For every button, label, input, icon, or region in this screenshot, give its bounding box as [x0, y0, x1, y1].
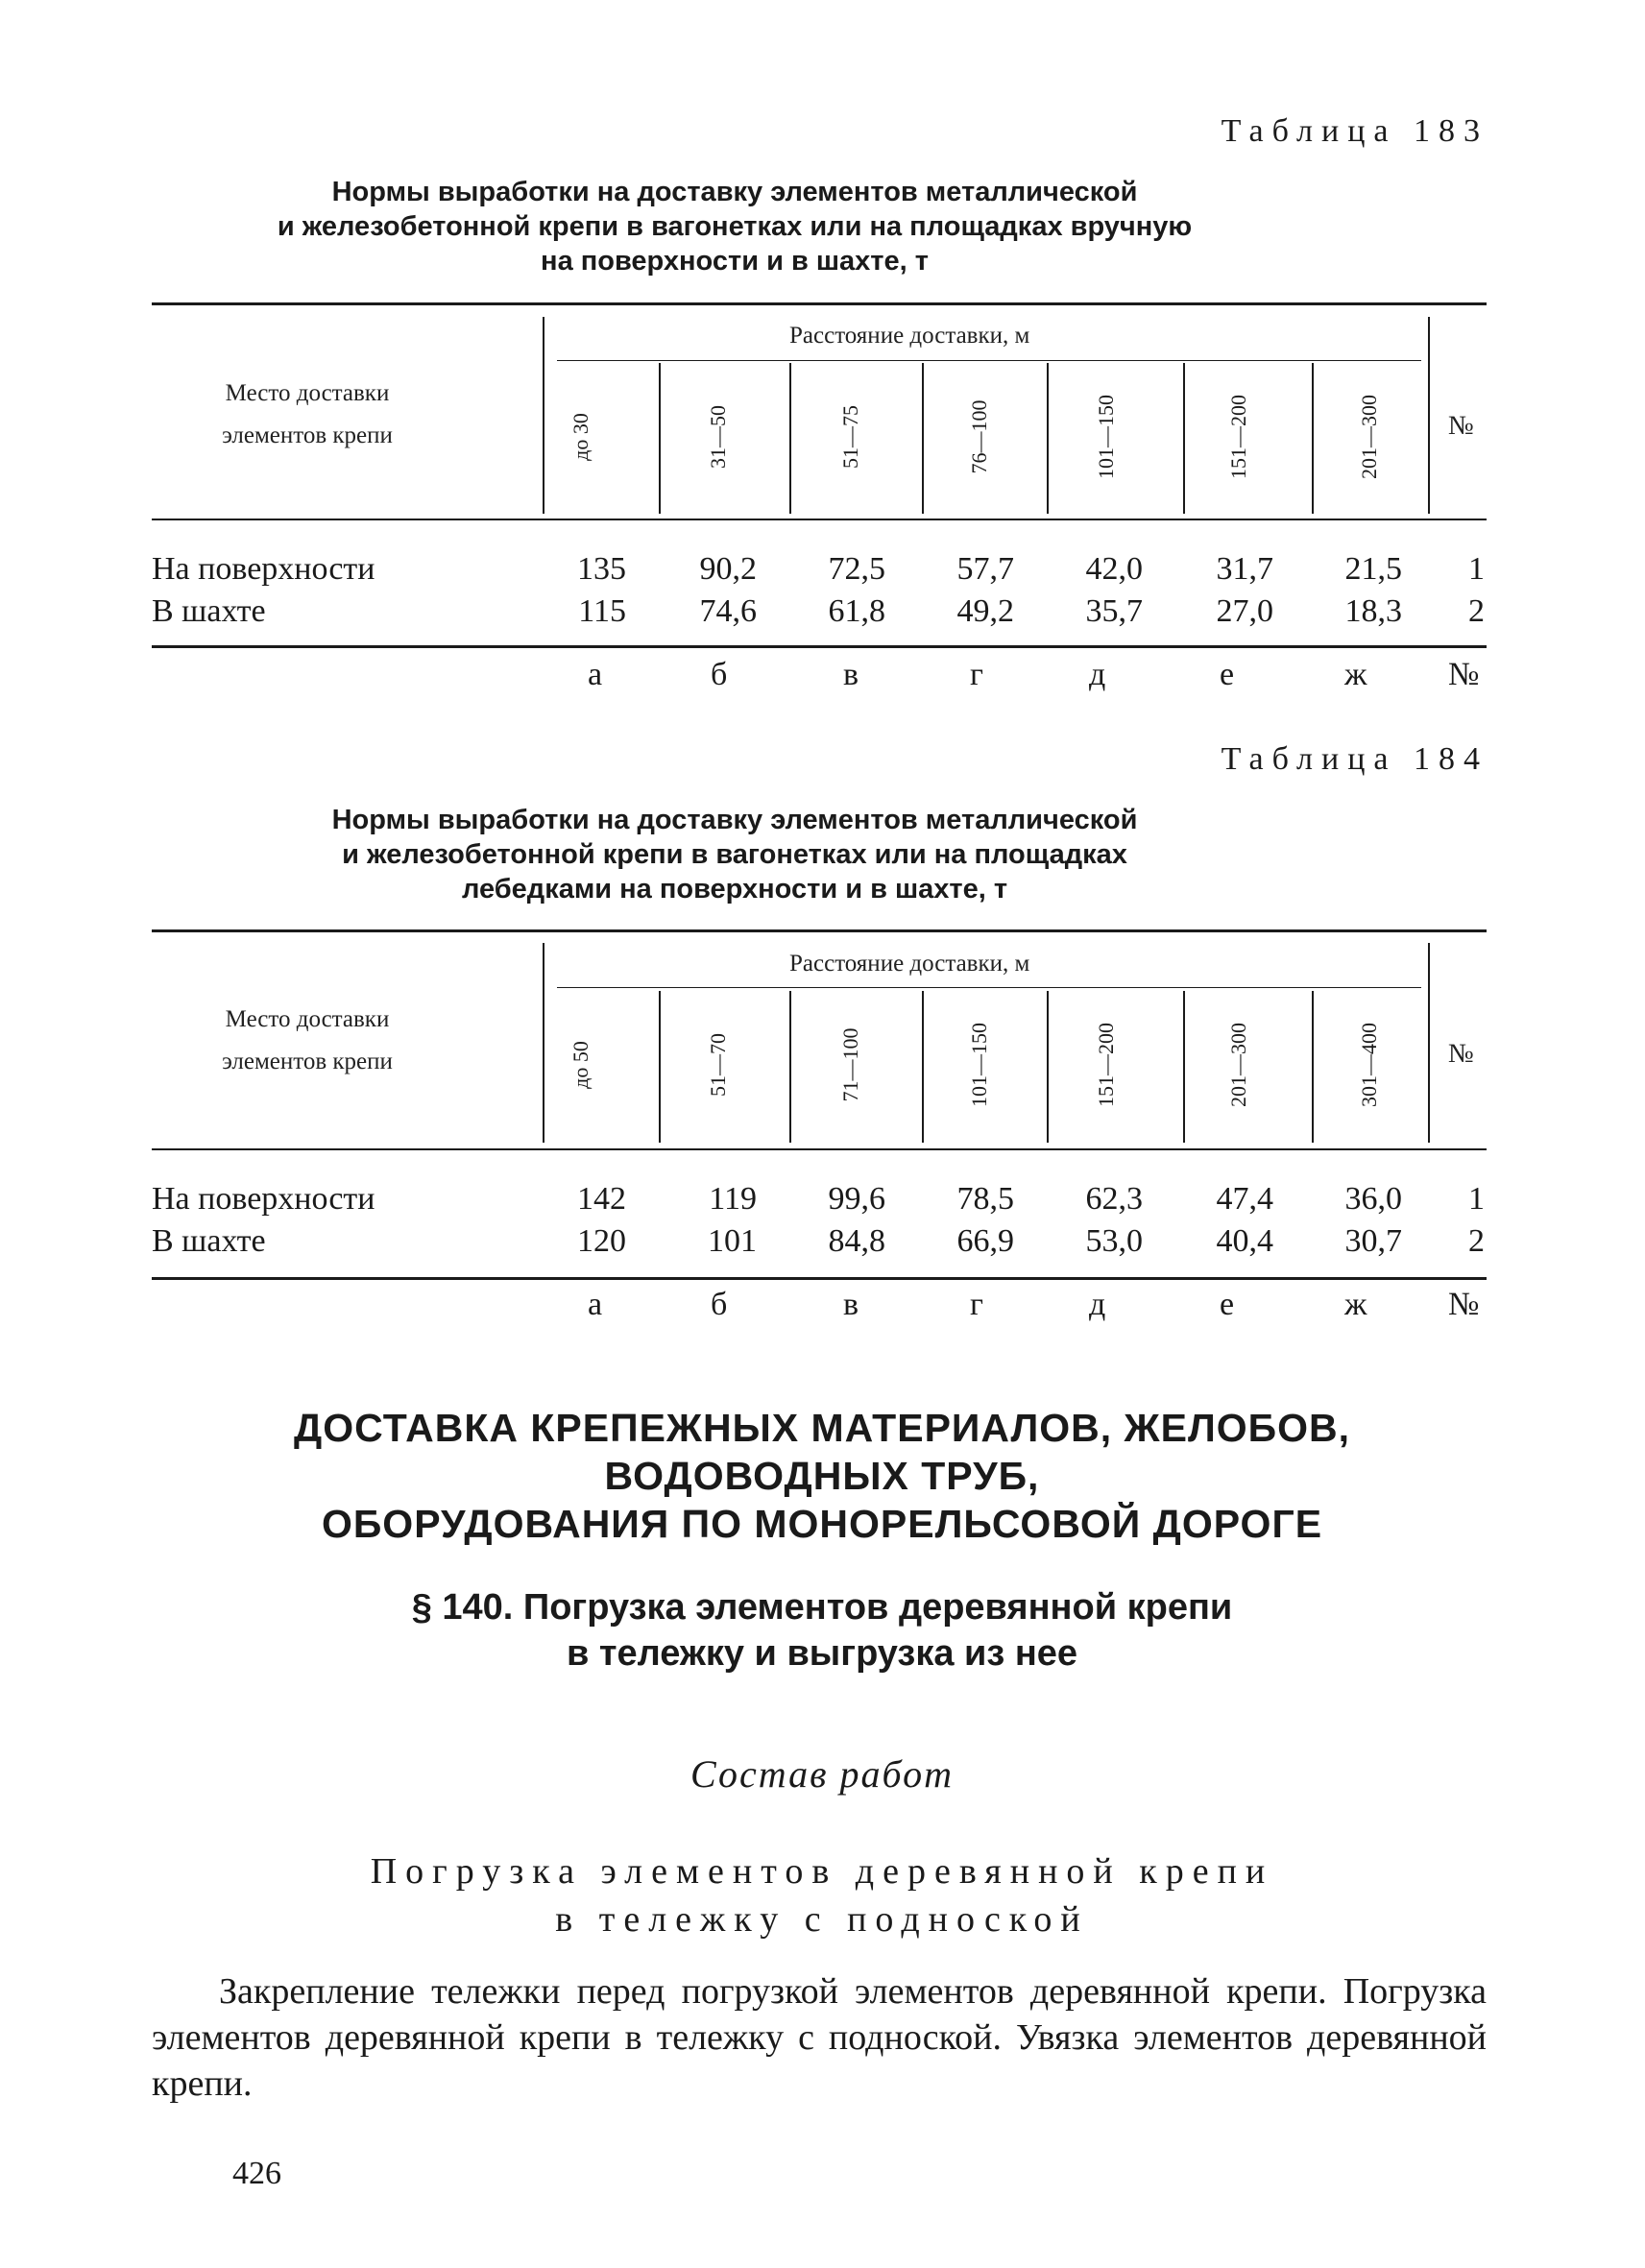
table-183-footer-letter: г [970, 657, 983, 692]
table-183-cell: 42,0 [1085, 551, 1143, 587]
table-184-col-header: 201—300 [1226, 1023, 1250, 1107]
table-183-col-divider [1183, 363, 1185, 514]
table-183-footer-letter: в [843, 657, 859, 692]
table-183-title-line-1: Нормы выработки на доставку элементов металлической [331, 177, 1138, 207]
table-183-col-header: 31—50 [706, 405, 730, 469]
table-184-label: Таблица 184 [1221, 741, 1488, 777]
table-184-left-divider [543, 943, 544, 1143]
table-184-cell: 101 [708, 1223, 757, 1259]
table-184-cell: 120 [577, 1223, 626, 1259]
table-184-col-header: до 50 [568, 1041, 593, 1089]
table-183-place-header [173, 373, 442, 457]
table-184-cell: 99,6 [828, 1181, 885, 1217]
table-184-right-divider [1428, 943, 1430, 1143]
table-183-right-divider [1428, 317, 1430, 514]
page-number: 426 [232, 2156, 281, 2191]
table-183-col-header: 151—200 [1226, 395, 1250, 479]
table-184-cell: 36,0 [1344, 1181, 1402, 1217]
table-183-cell: 35,7 [1085, 593, 1143, 629]
table-184-col-divider [1183, 991, 1185, 1143]
table-183-cell: 31,7 [1216, 551, 1273, 587]
table-183-cell: 135 [577, 551, 626, 587]
table-184-footer-letter: в [843, 1287, 859, 1322]
table-183-title-line-3: на поверхности и в шахте, т [541, 246, 929, 277]
table-184-footer-letter: д [1089, 1287, 1106, 1322]
table-183-footer-letter: б [711, 657, 728, 692]
table-184-header-rule [152, 1148, 1487, 1150]
table-183-col-divider [1047, 363, 1049, 514]
table-184-title-line-3: лебедками на поверхности и в шахте, т [461, 874, 1008, 905]
table-184-place-header-line-2: элементов крепи [222, 1049, 393, 1074]
section-heading-line-3: ОБОРУДОВАНИЯ ПО МОНОРЕЛЬСОВОЙ ДОРОГЕ [321, 1502, 1323, 1546]
table-183-cell: 72,5 [828, 551, 885, 587]
table-184-cell: 62,3 [1085, 1181, 1143, 1217]
operation-title [150, 1847, 1494, 1943]
table-184-col-divider [789, 991, 791, 1143]
table-183-footer-no: № [1448, 657, 1480, 692]
table-183-cell: 21,5 [1344, 551, 1402, 587]
table-184-cell: 66,9 [956, 1223, 1014, 1259]
table-183-cell: 49,2 [956, 593, 1014, 629]
work-composition-title: Состав работ [690, 1752, 954, 1796]
table-184-body-rule [152, 1277, 1487, 1280]
table-184-title-line-1: Нормы выработки на доставку элементов металлической [331, 805, 1138, 835]
table-183-col-divider [659, 363, 661, 514]
table-183-footer-letter: е [1220, 657, 1235, 692]
table-183-row-label: В шахте [152, 593, 266, 629]
table-184-cell: 119 [709, 1181, 757, 1217]
work-description-paragraph: Закрепление тележки перед погрузкой элементов деревянной крепи. Погрузка элементов деревянной крепи в тележку с подноской. Увязка элементов деревянной крепи. [152, 1971, 1487, 2104]
section-subheading-line-2: в тележку и выгрузка из нее [566, 1633, 1078, 1674]
table-184-footer-no: № [1448, 1287, 1480, 1322]
table-183-footer-letter: ж [1344, 657, 1367, 692]
table-184-cell: 84,8 [828, 1223, 885, 1259]
table-184-no-header: № [1448, 1039, 1474, 1069]
table-184-top-rule [152, 929, 1487, 932]
table-184-footer-letter: е [1220, 1287, 1235, 1322]
table-183-row-label: На поверхности [152, 551, 375, 587]
table-183-left-divider [543, 317, 544, 514]
table-184-title-line-2: и железобетонной крепи в вагонетках или на площадках [342, 839, 1127, 870]
table-184-col-divider [659, 991, 661, 1143]
table-183-cell: 61,8 [828, 593, 885, 629]
table-183-no-header: № [1448, 411, 1474, 441]
table-183-footer-letter: а [588, 657, 603, 692]
section-subheading-line-1: § 140. Погрузка элементов деревянной крепи [411, 1587, 1233, 1628]
table-184-row-label: В шахте [152, 1223, 266, 1259]
table-183-cell: 18,3 [1344, 593, 1402, 629]
table-184-col-divider [922, 991, 924, 1143]
table-183-col-divider [922, 363, 924, 514]
table-183-cell: 115 [578, 593, 626, 629]
table-184-col-header: 71—100 [838, 1027, 862, 1102]
table-184-footer-letter: г [970, 1287, 983, 1322]
table-183-place-header-line-2: элементов крепи [222, 422, 393, 448]
table-183-col-header: 201—300 [1357, 395, 1381, 479]
table-184-cell: 78,5 [956, 1181, 1014, 1217]
table-183-col-header: 51—75 [838, 405, 862, 469]
table-183-footer-letter: д [1089, 657, 1106, 692]
table-183-row-no: 1 [1468, 551, 1485, 587]
table-183-cell: 90,2 [699, 551, 757, 587]
table-184-footer-letter: ж [1344, 1287, 1367, 1322]
table-183-col-divider [1312, 363, 1314, 514]
table-183-body-rule [152, 645, 1487, 648]
table-183-cell: 74,6 [699, 593, 757, 629]
table-184-col-divider [1312, 991, 1314, 1143]
operation-title-line-1: Погрузка элементов деревянной крепи [370, 1851, 1274, 1892]
table-184-col-header: 101—150 [967, 1023, 991, 1107]
table-183-cell: 57,7 [956, 551, 1014, 587]
table-183-title-line-2: и железобетонной крепи в вагонетках или на площадках вручную [277, 211, 1193, 242]
table-184-footer-letter: б [711, 1287, 728, 1322]
table-184-col-divider [1047, 991, 1049, 1143]
table-183-place-header-line-1: Место доставки [225, 380, 390, 406]
table-184-cell: 30,7 [1344, 1223, 1402, 1259]
table-184-row-no: 1 [1468, 1181, 1485, 1217]
table-183-header-rule [152, 519, 1487, 520]
table-183-col-header: 76—100 [967, 399, 991, 474]
table-184-col-header: 151—200 [1094, 1023, 1118, 1107]
table-183-col-divider [789, 363, 791, 514]
table-183-group-header: Расстояние доставки, м [789, 323, 1030, 349]
section-heading-line-1: ДОСТАВКА КРЕПЕЖНЫХ МАТЕРИАЛОВ, ЖЕЛОБОВ, [294, 1406, 1350, 1450]
section-heading-line-2: ВОДОВОДНЫХ ТРУБ, [604, 1454, 1040, 1498]
table-183-row-no: 2 [1468, 593, 1485, 629]
table-184-col-header: 51—70 [706, 1033, 730, 1097]
table-184-cell: 40,4 [1216, 1223, 1273, 1259]
section-heading [150, 1404, 1494, 1548]
table-183-top-rule [152, 302, 1487, 305]
table-184-place-header [173, 999, 442, 1083]
table-184-title [206, 803, 1263, 906]
table-183-title [206, 175, 1263, 278]
table-183-col-header: до 30 [568, 413, 593, 461]
table-184-row-label: На поверхности [152, 1181, 375, 1217]
table-184-place-header-line-1: Место доставки [225, 1006, 390, 1032]
operation-title-line-2: в тележку с подноской [555, 1899, 1089, 1940]
table-183-col-header: 101—150 [1094, 395, 1118, 479]
table-183-cell: 27,0 [1216, 593, 1273, 629]
table-184-col-header: 301—400 [1357, 1023, 1381, 1107]
table-184-group-header: Расстояние доставки, м [789, 951, 1030, 977]
table-183-label: Таблица 183 [1221, 113, 1488, 149]
table-184-cell: 142 [577, 1181, 626, 1217]
table-184-cell: 53,0 [1085, 1223, 1143, 1259]
table-184-row-no: 2 [1468, 1223, 1485, 1259]
table-184-cell: 47,4 [1216, 1181, 1273, 1217]
section-subheading [150, 1584, 1494, 1677]
table-184-footer-letter: а [588, 1287, 603, 1322]
